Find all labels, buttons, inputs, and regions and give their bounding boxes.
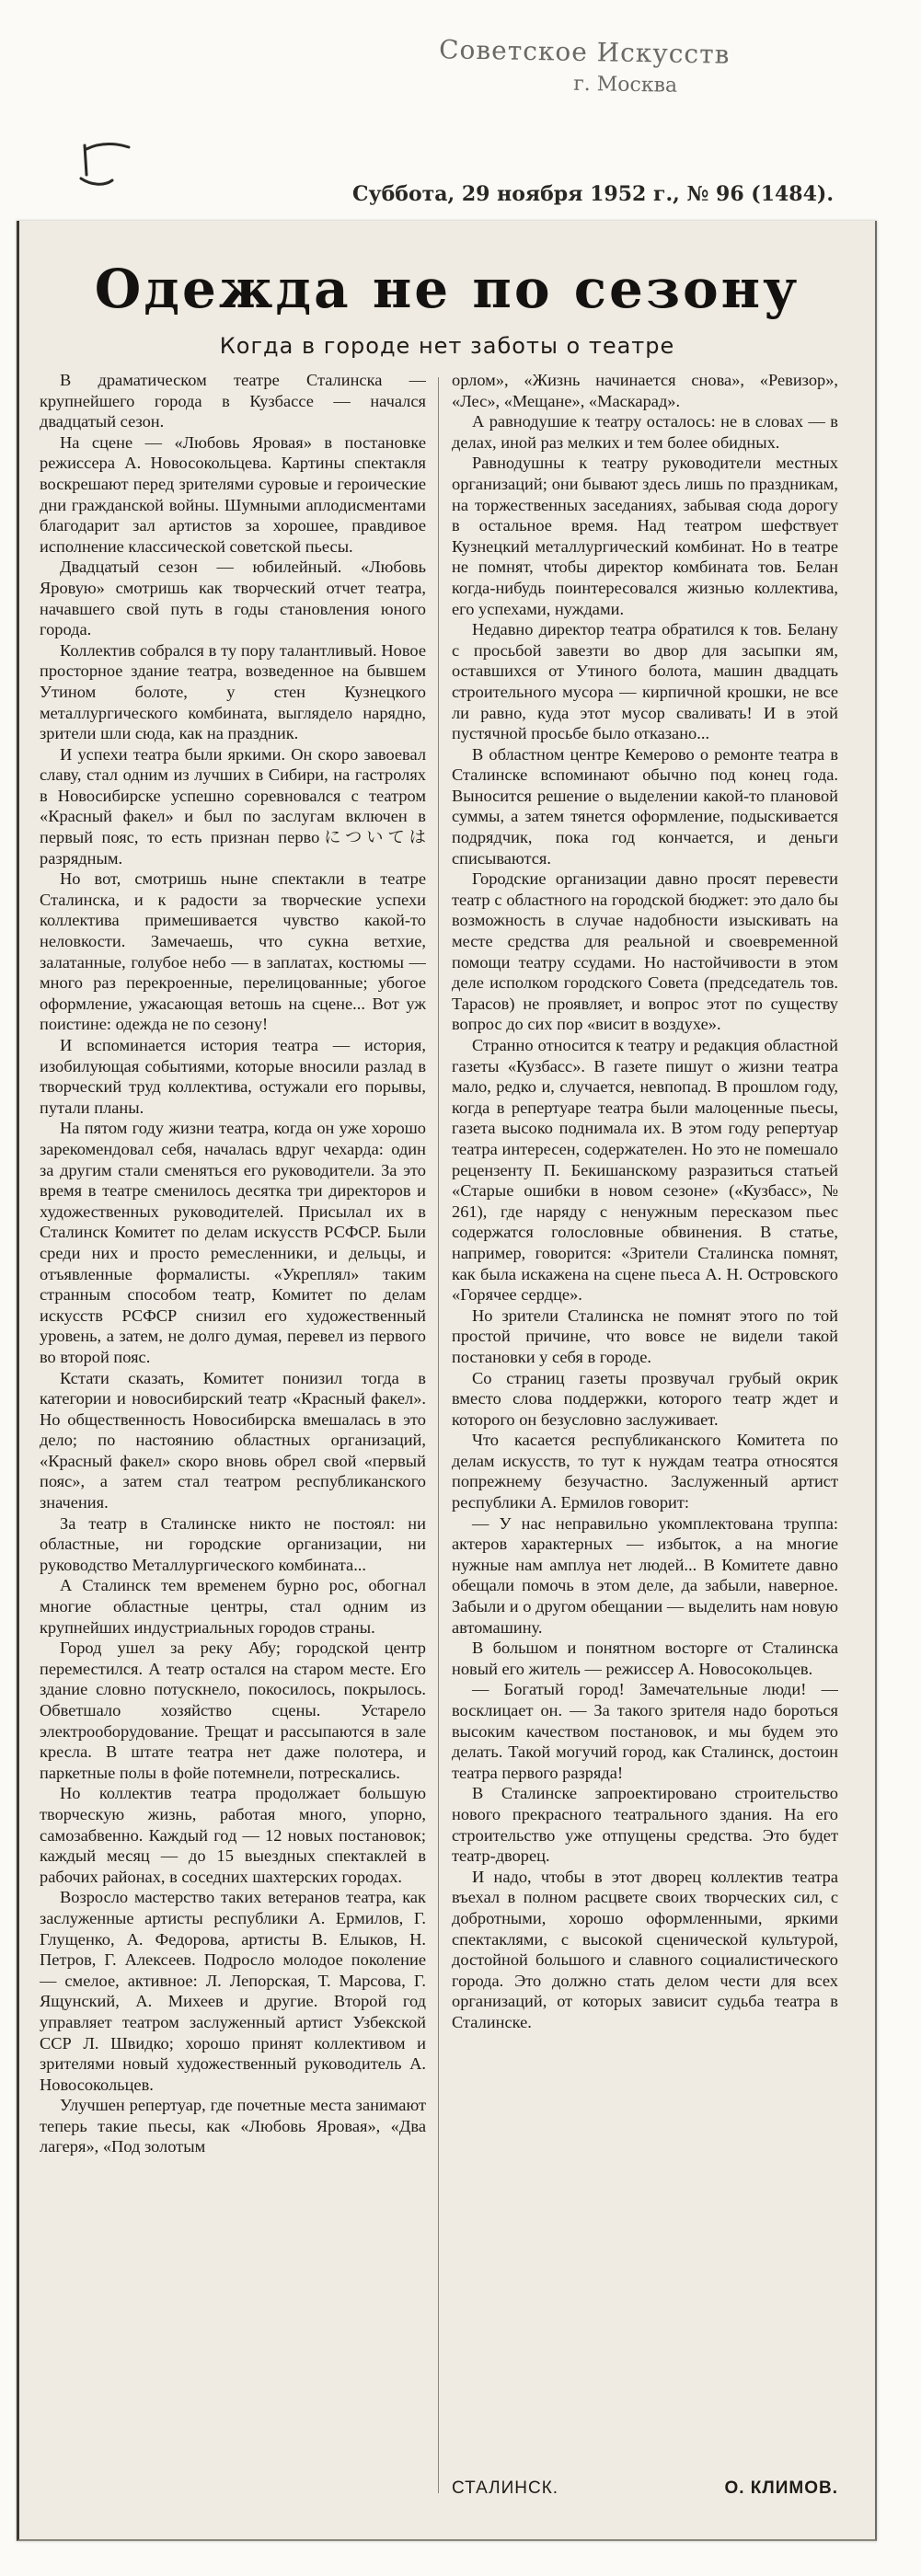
- right-column: [452, 370, 838, 2513]
- paragraph: И надо, чтобы в этот дворец коллектив театра въехал в полном расцвете своих творческих сил, с добротными, хорошо оформленными, яркими спектаклями, с высокой сценической культурой, достойной большого и славного социалистического города. Это должно стать делом чести для всех организаций, от которых зависит судьба театра в Сталинске.: [452, 1867, 838, 2031]
- paragraph: Что касается республиканского Комитета по делам искусств, то тут к нуждам театра относятся попрежнему безучастно. Заслуженный артист республики А. Ермилов говорит:: [452, 1431, 838, 1512]
- paragraph: Но зрители Сталинска не помнят этого по той простой причине, что вовсе не видели такой постановки у себя в городе.: [452, 1305, 838, 1366]
- paragraph: Возросло мастерство таких ветеранов театра, как заслуженные артисты республики А. Ермилов, Г. Глущенко, А. Федорова, артисты В. Елыков, Н. Петров, Г. Алексеев. Подросло молодое поколение — смелое, активное: Л. Лепорская, Т. Марсова, Г. Ящунский, А. Михеев и другие. Второй год управляет театром заслуженный артист Узбекской ССР Л. Швидко; хорошо принят коллективом и зрителями новый художественный руководитель А. Новосокольцев.: [40, 1888, 426, 2094]
- paragraph: Но вот, смотришь ныне спектакли в театре Сталинска, и к радости за творческие успехи коллектива примешивается чувство какой-то неловкости. Замечаешь, что сукна ветхие, залатанные, голубое небо — в заплатах, костюмы — много раз перекроенные, перелицованные; убогое оформление, ужасающая ветошь на сцене... Вот уж поистине: одежда не по сезону!: [40, 869, 426, 1034]
- paragraph: В Сталинске запроектировано строительство нового прекрасного театрального здания. На его строительство уже отпущены средства. Это будет театр-дворец.: [452, 1784, 838, 1866]
- paragraph: А Сталинск тем временем бурно рос, обогнал многие областные центры, стал одним из крупнейших индустриальных городов страны.: [40, 1576, 426, 1637]
- paragraph: И успехи театра были яркими. Он скоро завоевал славу, стал одним из лучших в Сибири, на гастролях в Новосибирске успешно соревновался с театром «Красный факел» и был по заслугам включен в первый пояс, то есть признан первоについては разрядным.: [40, 744, 426, 868]
- stamp-line-1: Советское Искусств: [438, 34, 731, 70]
- paragraph: Со страниц газеты прозвучал грубый окрик вместо слова поддержки, которого театр ждет и которого он безусловно заслуживает.: [452, 1368, 838, 1429]
- left-column: [40, 370, 426, 2513]
- paragraph: Странно относится к театру и редакция областной газеты «Кузбасс». В газете пишут о жизни театра мало, редко и, случается, невпопад. В прошлом году, когда в репертуаре театра были малоценные пьесы, газета высоко поднимала их. В этом году репертуар театра интересен, содержателен. Но это не помешало рецензенту П. Бекишанскому разразиться статьей «Старые ошибки в новом сезоне» («Кузбасс», № 261), где наряду с ненужным пересказом пьес содержатся голословные обвинения. В статье, например, говорится: «Зрители Сталинска помнят, как была искажена на сцене пьеса А. Н. Островского «Горячее сердце».: [452, 1036, 838, 1305]
- paragraph: — Богатый город! Замечательные люди! — восклицает он. — За такого зрителя надо бороться высоким качеством постановок, и мы будем это делать. Такой могучий город, как Сталинск, достоин театра первого разряда!: [452, 1680, 838, 1782]
- stamp-line-2: г. Москва: [573, 72, 678, 98]
- paragraph: Недавно директор театра обратился к тов. Белану с просьбой завезти во двор для засыпки ям, оставшихся от Утиного болота, машин двадцать строительного мусора — кирпичной крошки, не все ли равно, куда этот мусор сваливать! И в этой пустячной просьбе было отказано...: [452, 620, 838, 743]
- article-subhead: Когда в городе нет заботы о театре: [219, 333, 675, 359]
- signature-city: СТАЛИНСК.: [452, 2478, 559, 2498]
- issue-dateline: Суббота, 29 ноября 1952 г., № 96 (1484).: [352, 182, 834, 206]
- paragraph: За театр в Сталинске никто не постоял: ни областные, ни городские организации, ни руководство Металлургического комбината...: [40, 1513, 426, 1574]
- publication-stamp: [367, 33, 800, 99]
- handwritten-mark-icon: [74, 138, 138, 193]
- paragraph: Коллектив собрался в ту пору талантливый. Новое просторное здание театра, возведенное на бывшем Утином болоте, у стен Кузнецкого металлургического комбината, выглядело нарядно, зрители шли сюда, как на праздник.: [40, 640, 426, 743]
- paragraph: Город ушел за реку Абу; городской центр переместился. А театр остался на старом месте. Его здание словно потускнело, покосилось, покрылось. Обветшало хозяйство сцены. Устарело электрооборудование. Трещат и рассыпаются в зале кресла. В штате театра нет даже полотера, и паркетные полы в фойе потемнели, потрескались.: [40, 1639, 426, 1782]
- paragraph: На сцене — «Любовь Яровая» в постановке режиссера А. Новосокольцева. Картины спектакля воскрешают перед зрителями суровые и героические дни гражданской войны. Шумными аплодисментами благодарит зал артистов за хорошее, правдивое исполнение классической советской пьесы.: [40, 432, 426, 556]
- paragraph: А равнодушие к театру осталось: не в словах — в делах, иной раз мелких и тем более обидных.: [452, 412, 838, 452]
- paragraph: На пятом году жизни театра, когда он уже хорошо зарекомендовал себя, началась вдруг чехарда: один за другим стали сменяться его руководители. За это время в театре сменилось десятка три директоров и художественных руководителей. Присылал их в Сталинск Комитет по делам искусств РСФСР. Были среди них и просто ремесленники, и дельцы, и отъявленные формалисты. «Укреплял» таким странным способом театр, Комитет по делам искусств РСФСР снизил его художественный уровень, а затем, не долго думая, перевел из первого во второй пояс.: [40, 1119, 426, 1366]
- paragraph: Равнодушны к театру руководители местных организаций; они бывают здесь лишь по праздникам, на торжественных заседаниях, забывая сюда дорогу в остальное время. Над театром шефствует Кузнецкий металлургический комбинат. Но в театре не помнят, чтобы директор комбината тов. Белан когда-нибудь поинтересовался жизнью коллектива, его успехами, нуждами.: [452, 454, 838, 618]
- paragraph: Городские организации давно просят перевести театр с областного на городской бюджет: это дало бы возможность в случае надобности изыскивать на месте средства для реальной и своевременной помощи театру ссудами. Но настойчивости в этом деле исполком городского Совета (председатель тов. Тарасов) не проявляет, и вопрос этот по существу вопрос до сих пор «висит в воздухе».: [452, 869, 838, 1034]
- paragraph: Двадцатый сезон — юбилейный. «Любовь Яровую» смотришь как творческий отчет театра, начавшего свой путь в годы становления юного города.: [40, 558, 426, 639]
- article-headline: Одежда не по сезону: [94, 258, 800, 320]
- column-divider: [438, 377, 439, 2493]
- paragraph: В драматическом театре Сталинска — крупнейшего города в Кузбассе — начался двадцатый сезон.: [40, 371, 426, 431]
- paragraph: Кстати сказать, Комитет понизил тогда в категории и новосибирский театр «Красный факел». Но общественность Новосибирска вмешалась в это дело; по настоянию областных организаций, «Красный факел» скоро вновь обрел свой «первый пояс», а затем стал театром республиканского значения.: [40, 1368, 426, 1512]
- signature-author: О. КЛИМОВ.: [724, 2478, 838, 2498]
- paragraph: — У нас неправильно укомплектована труппа: актеров характерных — избыток, а на многие нужные нам амплуа нет людей... В Комитете давно обещали помочь в этом деле, да забыли, наверное. Забыли и о другом обещании — выделить нам новую автомашину.: [452, 1513, 838, 1637]
- paragraph: В большом и понятном восторге от Сталинска новый его житель — режиссер А. Новосокольцев.: [452, 1639, 838, 1678]
- paragraph: орлом», «Жизнь начинается снова», «Ревизор», «Лес», «Мещане», «Маскарад».: [452, 371, 838, 410]
- paragraph: Улучшен репертуар, где почетные места занимают теперь такие пьесы, как «Любовь Яровая», «Два лагеря», «Под золотым: [40, 2096, 426, 2156]
- paragraph: И вспоминается история театра — история, изобилующая событиями, которые вносили разлад в творческий труд коллектива, остужали его порывы, путали планы.: [40, 1036, 426, 1117]
- paragraph: Но коллектив театра продолжает большую творческую жизнь, работая много, упорно, самозабвенно. Каждый год — 12 новых постановок; каждый месяц — до 15 выездных спектаклей в рабочих районах, в соседних шахтерских городах.: [40, 1784, 426, 1886]
- article-clipping: [17, 221, 877, 2541]
- paragraph: В областном центре Кемерово о ремонте театра в Сталинске вспоминают обычно под конец года. Выносится решение о выделении какой-то плановой суммы, а затем тянется оформление, подыскивается подрядчик, пока год кончается, и деньги списываются.: [452, 744, 838, 868]
